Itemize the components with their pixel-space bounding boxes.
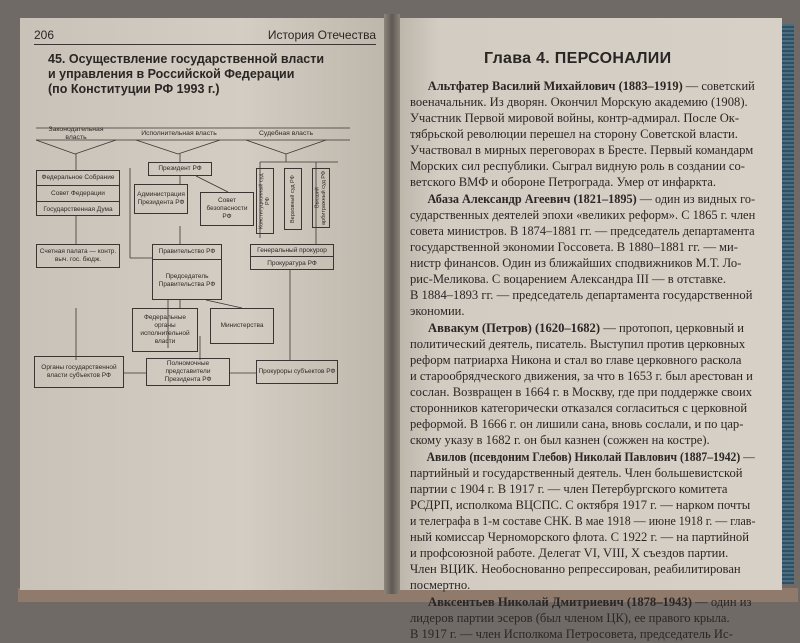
text-line: [410, 545, 755, 561]
figure-title-line: 45. Осуществление государственной власти: [48, 52, 325, 66]
entry-text: —: [740, 450, 755, 464]
text-line: [410, 303, 755, 319]
text-line: [410, 158, 755, 174]
entry-text: В 1917 г. — член Исполкома Петросовета, председатель Ис-: [410, 627, 733, 641]
diagram-connectors: [20, 18, 390, 590]
text-line: [410, 610, 755, 626]
entry-text: сударственных деятелей эпохи «великих реформ». С 1865 г. член: [410, 208, 756, 222]
text-line: [410, 126, 755, 142]
entry-text: ный комиссар Черноморского флота. С 1922 г. — на партийной: [410, 530, 749, 544]
supreme-court-box: Верховный суд РФ: [284, 168, 302, 230]
government-group: [152, 244, 222, 300]
text-line: [410, 110, 755, 126]
text-line: [410, 626, 755, 642]
text-line: [410, 352, 755, 368]
state-duma: Государственная Дума: [43, 205, 113, 213]
security-council-box: Совет безопасности РФ: [200, 192, 254, 226]
entry-text: посмертно.: [410, 578, 471, 592]
text-line: [410, 255, 755, 271]
text-line: [410, 465, 755, 481]
entry-text: РСДРП, исполкома ВЦСПС. С октября 1917 г. — нарком почты: [410, 498, 751, 512]
entry-text: сторонников категорически отказался согласиться с церковной: [410, 401, 748, 415]
entry-text: реформой. В 1666 г. он лишили сана, вновь сослали, и по цар-: [410, 417, 744, 431]
entry-text: лидеров партии эсеров (был членом ЦК), ее правого крыла.: [410, 611, 730, 625]
text-line: [410, 529, 755, 545]
audit-chamber: Счетная палата — контр. выч. гос. бюдж.: [36, 244, 120, 268]
entry-text: Участник Первой мировой войны, контр-адмирал. После Ок-: [410, 111, 740, 125]
entry-text: — советский: [682, 79, 755, 93]
entry-name: Альтфатер Василий Михайлович (1883–1919): [427, 79, 683, 93]
text-line: [410, 191, 756, 207]
text-line: [410, 594, 755, 610]
entry-text: Член ВЦИК. Необоснованно репрессирован, реабилитирован: [410, 562, 741, 576]
entry-text: военачальник. Из дворян. Окончил Морскую академию (1908).: [410, 95, 748, 109]
entry-text: Участвовал в мирных переговорах в Бресте. Первый командарм: [410, 143, 754, 157]
text-line: [410, 320, 755, 336]
entry-text: реформ патриарха Никона и стал во главе церковного раскола: [410, 353, 742, 367]
text-line: [410, 368, 755, 384]
text-line: [410, 207, 756, 223]
entry-text: нистр финансов. Один из ближайших сподвижников М.Т. Ло-: [410, 256, 742, 270]
entry-text: совета министров. В 1874–1881 гг. — председатель департамента: [410, 224, 755, 238]
entry-name: Абаза Александр Агеевич (1821–1895): [427, 192, 637, 206]
text-line: [410, 142, 755, 158]
right-page: [392, 18, 782, 641]
running-title: История Отечества: [267, 28, 376, 42]
text-line: [410, 94, 755, 110]
text-line: [410, 384, 755, 400]
biography-entry: [410, 191, 755, 319]
administration-box: Администрация Президента РФ: [134, 184, 188, 214]
entry-text: тябрьской революции перешел на сторону Советской власти.: [410, 127, 738, 141]
chapter-title: Глава 4. ПЕРСОНАЛИИ: [484, 50, 672, 67]
entry-text: сослан. Возвращен в 1664 г. в Москву, где при поддержке своих: [410, 385, 753, 399]
entry-text: партийный и государственный деятель. Член большевистской: [410, 466, 743, 480]
prosecutor-group: [250, 244, 334, 270]
ministries-box: Министерства: [210, 308, 274, 344]
entry-text: В 1884–1893 гг. — председатель департамента государственной: [410, 288, 753, 302]
president-box: Президент РФ: [148, 162, 212, 176]
text-line: [410, 416, 755, 432]
branch-executive: Исполнительная власть: [141, 130, 217, 137]
biography-entry: [410, 594, 755, 642]
federal-bodies-box: Федеральные органы исполнительной власти: [132, 308, 198, 352]
biography-entries: [410, 78, 755, 643]
entry-text: Морских сил республики. Сыграл видную роль в создании со-: [410, 159, 745, 173]
text-line: [410, 287, 755, 303]
branch-legislative: Законодательная власть: [48, 126, 104, 141]
text-line: [410, 336, 755, 352]
federal-assembly: Федеральное Собрание: [37, 171, 119, 186]
envoys-box: Полномочные представители Президента РФ: [146, 358, 230, 386]
biography-entry: [410, 78, 755, 190]
book-page-edges: [782, 24, 794, 584]
entry-text: ветского ВМФ и обороне Петрограда. Умер от инфаркта.: [410, 175, 717, 189]
entry-text: и старообрядческого движения, за что в 1653 г. был арестован и: [410, 369, 753, 383]
biography-entry: [410, 449, 755, 593]
entry-text: и профсоюзной работе. Делегат VI, VIII, X съездов партии.: [410, 546, 729, 560]
text-line: [410, 432, 755, 448]
left-page: [20, 18, 390, 590]
entry-text: — протопоп, церковный и: [600, 321, 744, 335]
text-line: [410, 561, 755, 577]
entry-text: скому указу в 1682 г. он был казнен (сожжен на костре).: [410, 433, 710, 447]
entry-text: политический деятель, писатель. Выступил против церковных: [410, 337, 746, 351]
text-line: [410, 223, 755, 239]
text-line: [410, 481, 755, 497]
prosecutor-office: Прокуратура РФ: [267, 259, 317, 267]
text-line: [410, 577, 755, 593]
figure-title-line: (по Конституции РФ 1993 г.): [48, 82, 220, 96]
constitutional-court-box: Конституционный суд РФ: [256, 168, 274, 234]
government-box: Правительство РФ: [153, 245, 221, 260]
federation-council: Совет Федерации: [37, 186, 119, 202]
entry-text: партии с 1904 г. В 1917 г. — член Петербургского комитета: [410, 482, 728, 496]
regional-prosecutors-box: Прокуроры субъектов РФ: [256, 360, 338, 384]
text-line: [410, 239, 755, 255]
chairman-box: Председатель Правительства РФ: [158, 272, 216, 288]
regional-bodies-box: Органы государственной власти субъектов РФ: [34, 356, 124, 388]
text-line: [410, 271, 755, 287]
text-line: [410, 513, 756, 529]
figure-title-line: и управления в Российской Федерации: [48, 67, 295, 81]
biography-entry: [410, 320, 755, 448]
prosecutor-general: Генеральный прокурор: [251, 245, 333, 257]
entry-text: и телеграфа в 1-м составе СНК. В мае 1918 — июне 1918 г. — глав-: [410, 514, 756, 528]
entry-text: рис-Меликова. С воцарением Александра III — в отставке.: [410, 272, 726, 286]
page-number: 206: [34, 28, 55, 42]
entry-text: государственной экономии Госсовета. В 1880–1881 гг. — ми-: [410, 240, 738, 254]
entry-name: Авилов (псевдоним Глебов) Николай Павлович (1887–1942): [426, 450, 741, 464]
text-line: [410, 400, 755, 416]
entry-name: Аввакум (Петров) (1620–1682): [428, 321, 601, 335]
entry-text: — один из: [691, 595, 752, 609]
text-line: [410, 497, 755, 513]
entry-text: экономии.: [410, 304, 465, 318]
entry-text: — один из видных го-: [636, 192, 756, 206]
branch-judicial: Судебная власть: [259, 130, 313, 137]
entry-name: Авксентьев Николай Дмитриевич (1878–1943): [428, 595, 692, 609]
federal-assembly-group: [36, 170, 120, 216]
arbitration-court-box: Высший арбитражный суд РФ: [312, 168, 330, 228]
book-gutter: [384, 14, 400, 594]
text-line: [410, 78, 755, 94]
text-line: [410, 449, 755, 465]
text-line: [410, 174, 755, 190]
